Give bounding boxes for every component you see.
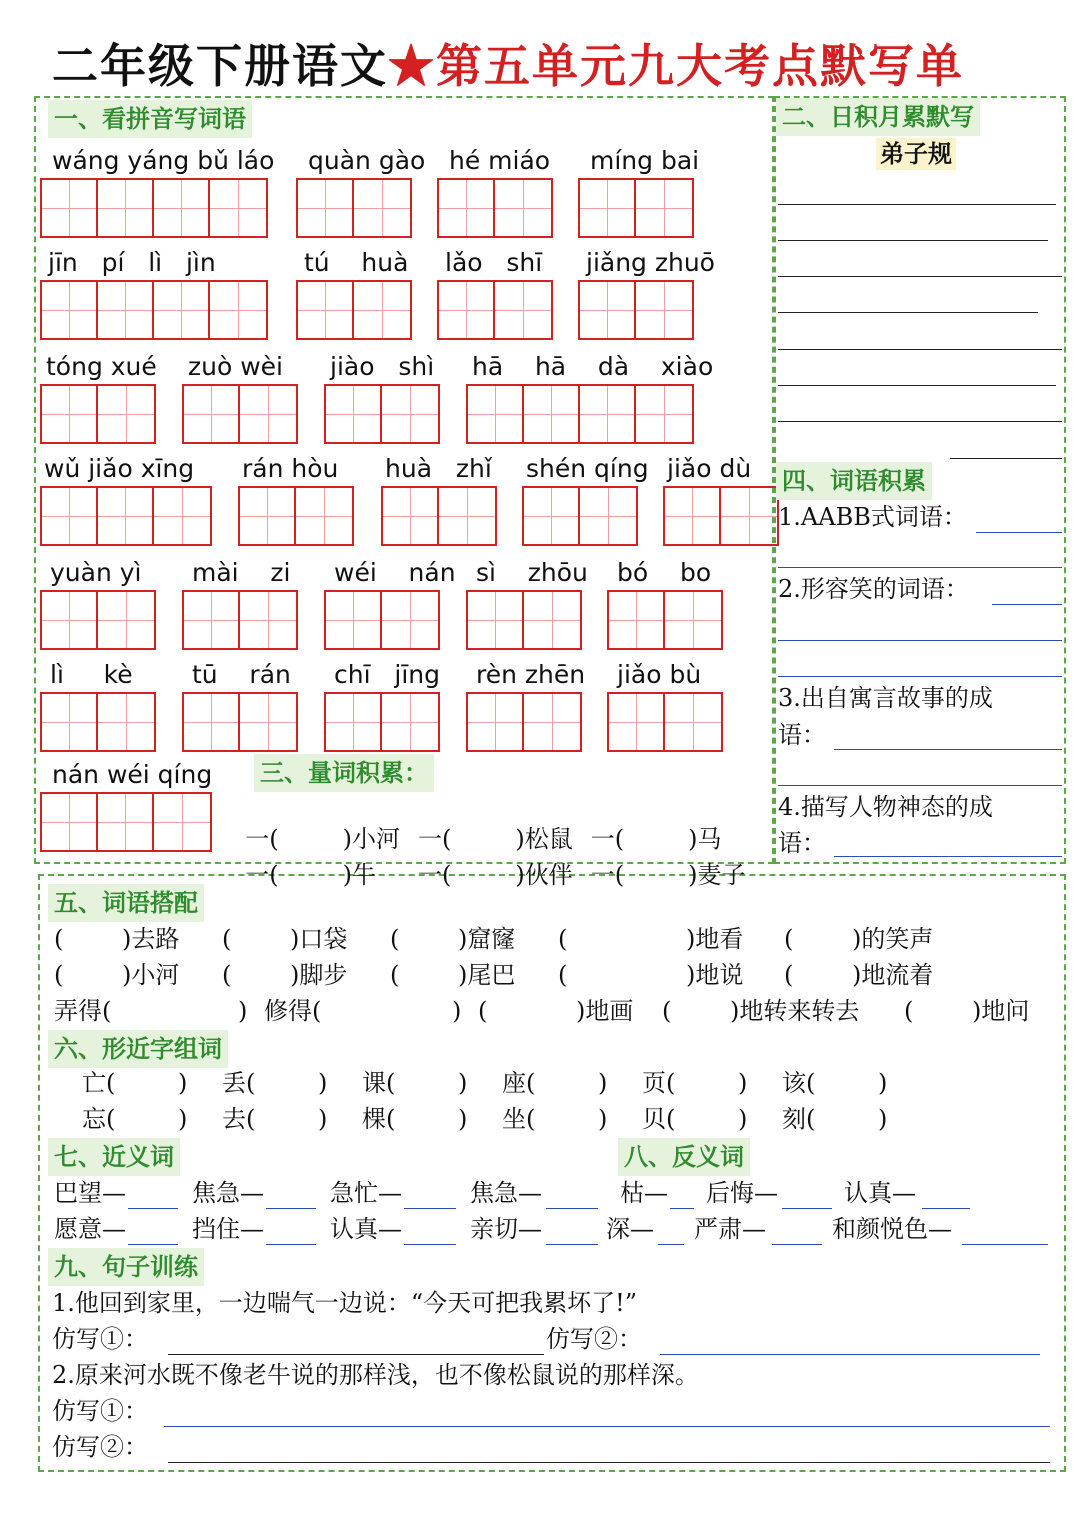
- grid-cell[interactable]: [495, 282, 551, 338]
- collocation-item: )口袋: [290, 925, 348, 953]
- collocation-item: )地问: [972, 997, 1030, 1025]
- collocation-item: 弄得(: [54, 997, 112, 1025]
- grid-cell[interactable]: [665, 694, 721, 750]
- tianzige-grid[interactable]: [182, 384, 298, 444]
- grid-cell[interactable]: [98, 592, 154, 648]
- fable-idiom-label: 3.出自寓言故事的成: [778, 684, 993, 712]
- grid-cell[interactable]: [580, 386, 636, 442]
- pinyin-label: lǎo shī: [445, 248, 543, 277]
- grid-cell[interactable]: [721, 488, 777, 544]
- grid-cell[interactable]: [524, 386, 580, 442]
- collocation-item: )窟窿: [458, 925, 516, 953]
- pinyin-label: yuàn yì: [50, 558, 142, 587]
- pinyin-label: chī jīng: [334, 660, 440, 689]
- pinyin-label: wéi nán: [334, 558, 456, 587]
- collocation-item: (: [784, 925, 794, 953]
- grid-cell[interactable]: [580, 180, 636, 236]
- section-8-heading: 八、反义词: [618, 1138, 750, 1176]
- tianzige-grid[interactable]: [40, 590, 156, 650]
- pinyin-label: tū rán: [192, 660, 291, 689]
- grid-cell[interactable]: [382, 592, 438, 648]
- collocation-item: (: [390, 925, 400, 953]
- grid-cell[interactable]: [382, 694, 438, 750]
- similar-char-close: ): [318, 1105, 328, 1133]
- pinyin-label: huà zhǐ: [385, 454, 492, 483]
- synonym-word: 焦急—: [470, 1179, 542, 1207]
- imitate-label-1: 仿写①：: [52, 1325, 148, 1353]
- similar-char-close: ): [738, 1069, 748, 1097]
- similar-char-close: ): [738, 1105, 748, 1133]
- grid-cell[interactable]: [240, 488, 296, 544]
- collocation-item: (: [558, 925, 568, 953]
- grid-cell[interactable]: [154, 180, 210, 236]
- grid-cell[interactable]: [495, 180, 551, 236]
- laugh-words-label: 2.形容笑的词语：: [778, 575, 969, 603]
- pinyin-label: wáng yáng bǔ láo: [52, 146, 275, 175]
- answer-line[interactable]: [128, 1208, 178, 1209]
- collocation-item: (: [390, 961, 400, 989]
- collocation-item: ): [452, 997, 462, 1025]
- grid-cell[interactable]: [210, 180, 266, 236]
- collocation-item: )尾巴: [458, 961, 516, 989]
- grid-cell[interactable]: [524, 592, 580, 648]
- tianzige-grid[interactable]: [296, 178, 412, 238]
- collocation-item: (: [558, 961, 568, 989]
- answer-line[interactable]: [778, 567, 1062, 568]
- answer-line[interactable]: [660, 1354, 1040, 1355]
- answer-line[interactable]: [670, 1208, 694, 1209]
- grid-cell[interactable]: [42, 282, 98, 338]
- tianzige-grid[interactable]: [578, 280, 694, 340]
- similar-char-close: ): [458, 1105, 468, 1133]
- collocation-item: )去路: [122, 925, 180, 953]
- tianzige-grid[interactable]: [182, 590, 298, 650]
- collocation-item: (: [784, 961, 794, 989]
- tianzige-grid[interactable]: [40, 280, 268, 340]
- collocation-item: )小河: [122, 961, 180, 989]
- pinyin-label: jiǎo bù: [617, 660, 702, 689]
- dizigui-label: 弟子规: [876, 138, 956, 170]
- collocation-item: )脚步: [290, 961, 348, 989]
- page-title: 二年级下册语文★第五单元九大考点默写单: [52, 39, 964, 93]
- tianzige-grid[interactable]: [466, 692, 582, 752]
- grid-cell[interactable]: [42, 694, 98, 750]
- grid-cell[interactable]: [609, 592, 665, 648]
- similar-char-close: ): [598, 1069, 608, 1097]
- answer-line[interactable]: [834, 856, 1062, 857]
- tianzige-grid[interactable]: [324, 692, 440, 752]
- section-9-heading: 九、句子训练: [48, 1248, 204, 1286]
- answer-line[interactable]: [546, 1244, 598, 1245]
- section-2-heading: 二、日积月累默写: [776, 98, 980, 136]
- answer-line[interactable]: [404, 1208, 456, 1209]
- writing-line[interactable]: [778, 385, 1056, 386]
- grid-cell[interactable]: [240, 386, 296, 442]
- sentence-2: 2.原来河水既不像老牛说的那样浅，也不像松鼠说的那样深。: [52, 1361, 699, 1389]
- answer-line[interactable]: [782, 1208, 832, 1209]
- collocation-item: )地看: [686, 925, 744, 953]
- pinyin-label: jīn pí lì jìn: [48, 248, 216, 277]
- grid-cell[interactable]: [326, 386, 382, 442]
- tianzige-grid[interactable]: [40, 178, 268, 238]
- grid-cell[interactable]: [98, 794, 154, 850]
- grid-cell[interactable]: [98, 180, 154, 236]
- synonym-word: 亲切—: [470, 1215, 542, 1243]
- pinyin-label: hā hā dà xiào: [472, 352, 714, 381]
- tianzige-grid[interactable]: [578, 178, 694, 238]
- writing-line[interactable]: [778, 240, 1048, 241]
- sentence-1: 1.他回到家里，一边喘气一边说：“今天可把我累坏了!”: [52, 1289, 638, 1317]
- tianzige-grid[interactable]: [522, 486, 638, 546]
- section-5-heading: 五、词语搭配: [48, 884, 204, 922]
- synonym-word: 认真—: [330, 1215, 402, 1243]
- similar-char: 亡(: [82, 1069, 116, 1097]
- similar-char: 忘(: [82, 1105, 116, 1133]
- synonym-word: 巴望—: [54, 1179, 126, 1207]
- grid-cell[interactable]: [354, 282, 410, 338]
- collocation-item: )地说: [686, 961, 744, 989]
- collocation-item: (: [478, 997, 488, 1025]
- grid-cell[interactable]: [98, 488, 154, 544]
- pinyin-label: míng bai: [590, 146, 700, 175]
- pinyin-label: bó bo: [617, 558, 712, 587]
- tianzige-grid[interactable]: [324, 384, 440, 444]
- synonym-word: 愿意—: [54, 1215, 126, 1243]
- collocation-item: )地画: [576, 997, 634, 1025]
- pinyin-label: mài zi: [192, 558, 291, 587]
- pinyin-label: jiǎng zhuō: [586, 248, 715, 277]
- tianzige-grid[interactable]: [40, 792, 212, 852]
- grid-cell[interactable]: [154, 794, 210, 850]
- aabb-label: 1.AABB式词语：: [778, 503, 967, 531]
- grid-cell[interactable]: [439, 180, 495, 236]
- synonym-word: 焦急—: [192, 1179, 264, 1207]
- imitate-label-3: 仿写①：: [52, 1397, 148, 1425]
- tianzige-grid[interactable]: [607, 692, 723, 752]
- collocation-item: )地转来转去: [730, 997, 860, 1025]
- similar-char-close: ): [318, 1069, 328, 1097]
- tianzige-grid[interactable]: [437, 280, 553, 340]
- antonym-word: 认真—: [844, 1179, 916, 1207]
- collocation-item: (: [904, 997, 914, 1025]
- pinyin-label: wǔ jiǎo xīng: [44, 454, 195, 483]
- collocation-item: (: [54, 925, 64, 953]
- grid-cell[interactable]: [580, 282, 636, 338]
- synonym-word: 挡住—: [192, 1215, 264, 1243]
- collocation-item: (: [662, 997, 672, 1025]
- tianzige-grid[interactable]: [381, 486, 497, 546]
- pinyin-label: quàn gào: [308, 146, 426, 175]
- tianzige-grid[interactable]: [238, 486, 354, 546]
- answer-line[interactable]: [128, 1244, 178, 1245]
- collocation-item: 修得(: [264, 997, 322, 1025]
- section-7-heading: 七、近义词: [48, 1138, 180, 1176]
- answer-line[interactable]: [778, 640, 1062, 641]
- answer-line[interactable]: [778, 785, 1062, 786]
- grid-cell[interactable]: [580, 488, 636, 544]
- grid-cell[interactable]: [98, 386, 154, 442]
- tianzige-grid[interactable]: [466, 384, 694, 444]
- antonym-word: 深—: [606, 1215, 654, 1243]
- answer-line[interactable]: [976, 532, 1062, 533]
- similar-char: 去(: [222, 1105, 256, 1133]
- expression-idiom-label-2: 语：: [778, 829, 826, 857]
- grid-cell[interactable]: [468, 592, 524, 648]
- answer-line[interactable]: [778, 676, 1062, 677]
- grid-cell[interactable]: [439, 488, 495, 544]
- grid-cell[interactable]: [665, 592, 721, 648]
- tianzige-grid[interactable]: [324, 590, 440, 650]
- grid-cell[interactable]: [468, 386, 524, 442]
- collocation-item: )地流着: [852, 961, 934, 989]
- grid-cell[interactable]: [298, 180, 354, 236]
- grid-cell[interactable]: [382, 386, 438, 442]
- similar-char: 丢(: [222, 1069, 256, 1097]
- collocation-item: (: [54, 961, 64, 989]
- grid-cell[interactable]: [154, 488, 210, 544]
- similar-char-close: ): [878, 1105, 888, 1133]
- collocation-item: (: [222, 925, 232, 953]
- grid-cell[interactable]: [383, 488, 439, 544]
- grid-cell[interactable]: [636, 180, 692, 236]
- antonym-word: 和颜悦色—: [832, 1215, 952, 1243]
- grid-cell[interactable]: [184, 386, 240, 442]
- pinyin-label: tú huà: [304, 248, 409, 277]
- pinyin-label: shén qíng: [526, 454, 649, 483]
- grid-cell[interactable]: [42, 592, 98, 648]
- section-1-heading: 一、看拼音写词语: [48, 100, 252, 138]
- writing-line[interactable]: [778, 421, 1062, 422]
- answer-line[interactable]: [168, 1354, 544, 1355]
- similar-char-close: ): [178, 1069, 188, 1097]
- tianzige-grid[interactable]: [466, 590, 582, 650]
- synonym-word: 急忙—: [330, 1179, 402, 1207]
- grid-cell[interactable]: [524, 694, 580, 750]
- similar-char: 坐(: [502, 1105, 536, 1133]
- tianzige-grid[interactable]: [40, 486, 212, 546]
- collocation-item: (: [222, 961, 232, 989]
- similar-char-close: ): [458, 1069, 468, 1097]
- answer-line[interactable]: [404, 1244, 456, 1245]
- grid-cell[interactable]: [184, 694, 240, 750]
- answer-line[interactable]: [164, 1426, 1050, 1427]
- grid-cell[interactable]: [296, 488, 352, 544]
- grid-cell[interactable]: [210, 282, 266, 338]
- grid-cell[interactable]: [240, 592, 296, 648]
- tianzige-grid[interactable]: [40, 692, 156, 752]
- grid-cell[interactable]: [154, 282, 210, 338]
- answer-line[interactable]: [834, 749, 1062, 750]
- grid-cell[interactable]: [609, 694, 665, 750]
- similar-char-close: ): [878, 1069, 888, 1097]
- tianzige-grid[interactable]: [182, 692, 298, 752]
- grid-cell[interactable]: [354, 180, 410, 236]
- grid-cell[interactable]: [665, 488, 721, 544]
- writing-line[interactable]: [778, 204, 1056, 205]
- section-3-heading: 三、量词积累：: [254, 754, 434, 792]
- answer-line[interactable]: [266, 1208, 316, 1209]
- grid-cell[interactable]: [524, 488, 580, 544]
- antonym-word: 后悔—: [706, 1179, 778, 1207]
- pinyin-label: jiǎo dù: [667, 454, 752, 483]
- grid-cell[interactable]: [326, 592, 382, 648]
- answer-line[interactable]: [992, 604, 1062, 605]
- grid-cell[interactable]: [326, 694, 382, 750]
- grid-cell[interactable]: [42, 794, 98, 850]
- measure-row-1: 一( )小河 一( )松鼠 一( )马: [245, 825, 722, 853]
- writing-line[interactable]: [950, 458, 1062, 459]
- similar-char: 棵(: [362, 1105, 396, 1133]
- collocation-item: )的笑声: [852, 925, 934, 953]
- answer-line[interactable]: [922, 1208, 970, 1209]
- measure-row-2: 一( )牛 一( )伙伴 一( )麦子: [245, 861, 746, 889]
- grid-cell[interactable]: [42, 386, 98, 442]
- similar-char: 该(: [782, 1069, 816, 1097]
- grid-cell[interactable]: [439, 282, 495, 338]
- grid-cell[interactable]: [636, 282, 692, 338]
- grid-cell[interactable]: [98, 694, 154, 750]
- imitate-label-2: 仿写②：: [546, 1325, 642, 1353]
- writing-line[interactable]: [778, 312, 1038, 313]
- pinyin-label: nán wéi qíng: [52, 760, 213, 789]
- antonym-word: 枯—: [620, 1179, 668, 1207]
- collocation-item: ): [238, 997, 248, 1025]
- pinyin-label: lì kè: [50, 660, 133, 689]
- tianzige-grid[interactable]: [296, 280, 412, 340]
- section-4-heading: 四、词语积累: [776, 462, 932, 500]
- pinyin-label: rèn zhēn: [476, 660, 586, 689]
- pinyin-label: zuò wèi: [188, 352, 283, 381]
- grid-cell[interactable]: [98, 282, 154, 338]
- similar-char: 贝(: [642, 1105, 676, 1133]
- fable-idiom-label-2: 语：: [778, 721, 826, 749]
- grid-cell[interactable]: [636, 386, 692, 442]
- grid-cell[interactable]: [240, 694, 296, 750]
- answer-line[interactable]: [266, 1244, 316, 1245]
- similar-char: 页(: [642, 1069, 676, 1097]
- answer-line[interactable]: [658, 1244, 684, 1245]
- pinyin-label: hé miáo: [449, 146, 551, 175]
- tianzige-grid[interactable]: [607, 590, 723, 650]
- section-6-heading: 六、形近字组词: [48, 1030, 228, 1068]
- similar-char: 座(: [502, 1069, 536, 1097]
- grid-cell[interactable]: [184, 592, 240, 648]
- similar-char-close: ): [598, 1105, 608, 1133]
- answer-line[interactable]: [772, 1244, 822, 1245]
- tianzige-grid[interactable]: [437, 178, 553, 238]
- grid-cell[interactable]: [468, 694, 524, 750]
- tianzige-grid[interactable]: [663, 486, 779, 546]
- writing-line[interactable]: [778, 349, 1062, 350]
- answer-line[interactable]: [168, 1462, 1050, 1463]
- grid-cell[interactable]: [42, 488, 98, 544]
- writing-line[interactable]: [778, 276, 1062, 277]
- tianzige-grid[interactable]: [40, 384, 156, 444]
- similar-char-close: ): [178, 1105, 188, 1133]
- pinyin-label: sì zhōu: [476, 558, 588, 587]
- grid-cell[interactable]: [42, 180, 98, 236]
- antonym-word: 严肃—: [694, 1215, 766, 1243]
- pinyin-label: jiào shì: [330, 352, 435, 381]
- imitate-label-4: 仿写②：: [52, 1433, 148, 1461]
- pinyin-label: tóng xué: [46, 352, 157, 381]
- answer-line[interactable]: [962, 1244, 1048, 1245]
- pinyin-label: rán hòu: [242, 454, 339, 483]
- similar-char: 课(: [362, 1069, 396, 1097]
- similar-char: 刻(: [782, 1105, 816, 1133]
- expression-idiom-label: 4.描写人物神态的成: [778, 793, 993, 821]
- grid-cell[interactable]: [298, 282, 354, 338]
- answer-line[interactable]: [546, 1208, 598, 1209]
